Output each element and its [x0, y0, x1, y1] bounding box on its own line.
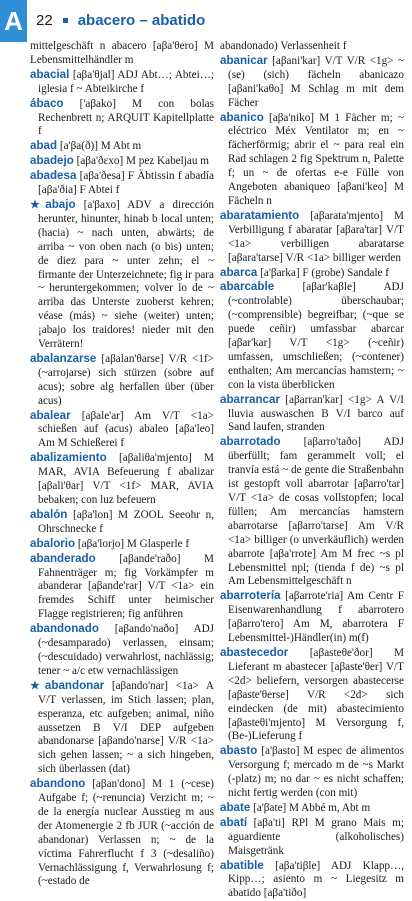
dictionary-entry — [220, 589, 404, 646]
dictionary-entry — [220, 801, 404, 816]
entry-definition: [aβa'ðɛxo] M pez Kabeljau m — [73, 155, 209, 168]
dictionary-entry — [30, 352, 214, 409]
entry-headword: abalear — [30, 408, 71, 422]
entry-definition: [aβa'lon] M ZOOL Seeohr n, Ohrschnecke f — [38, 508, 214, 535]
dictionary-entry — [30, 451, 214, 508]
entry-headword: abandonado — [30, 622, 99, 636]
dictionary-entry — [220, 209, 404, 266]
entry-headword: abad — [30, 139, 58, 153]
dictionary-entry — [30, 679, 214, 777]
entry-headword: abarrotado — [220, 435, 281, 449]
thumb-index-tab: A — [0, 0, 27, 42]
entry-definition: [aβarata'mjento] M Verbilligung f abaratar [aβara'tar] V/T <1a> verbilligen abaratarse [aβara'tarse] V/R <1a> billiger werden — [228, 209, 404, 264]
dictionary-entry — [30, 97, 214, 140]
dictionary-entry — [220, 435, 404, 589]
entry-headword: abalizamiento — [30, 451, 107, 465]
entry-definition: [aβa'θjal] ADJ Abt…; Abtei…; iglesia f ~ Abteikirche f — [38, 68, 214, 95]
entry-headword: abarca — [220, 265, 258, 279]
entry-definition: [aβa'lorjo] M Glasperle f — [75, 537, 190, 550]
entry-headword: abanicar — [220, 53, 268, 67]
dictionary-entry — [220, 816, 404, 859]
dictionary-entry — [220, 393, 404, 436]
entry-headword: abate — [220, 800, 251, 814]
star-icon: ★ — [30, 198, 46, 211]
entry-headword: abandono — [30, 777, 86, 791]
dictionary-entry — [30, 139, 214, 154]
entry-definition: [aβaliθa'mjento] M MAR, AVIA Befeuerung f abalizar [aβali'θar] V/T <1f> MAR, AVIA bebaken; con luz befeuern — [38, 452, 214, 506]
left-column — [30, 40, 215, 888]
entry-headword: abanico — [220, 110, 264, 124]
entry-headword: abatí — [220, 815, 248, 829]
entry-headword: abastecedor — [220, 645, 289, 659]
entry-definition: [a'βate] M Abbé m, Abt m — [250, 801, 371, 814]
entry-definition: [aβarran'kar] <1g> A V/I lluvia auswaschen B V/I barco auf Sand laufen, stranden — [228, 393, 404, 434]
entry-headword: abadejo — [30, 154, 74, 168]
entry-definition: [aβan'dono] M 1 (~cese) Aufgabe f; (~renuncia) Verzicht m; ~ de la energía nuclear Ausstieg m aus der Atomenergie 2 fb JUR (~acción de abandonar) Verlassen n; ~ de la víctima Fahrerflucht f 3 (~desaliño) Vernachlässigung f, Verwahrlosung f; (~estado de — [38, 778, 214, 888]
dictionary-entry — [30, 40, 214, 68]
dictionary-entry — [30, 154, 214, 169]
dictionary-entry — [30, 508, 214, 537]
page-number: 22 — [36, 11, 53, 29]
entry-headword: abatible — [220, 858, 264, 872]
entry-headword: abajo — [45, 197, 76, 211]
bullet-square-icon — [63, 18, 68, 23]
entry-definition: [aβa'niko] M 1 Fächer m; ~ eléctrico Méx Ventilator m; en ~ fächerförmig; abrir el ~ para real ein Rad schlagen 2 fig Spektrum n, Palette f; un ~ de ofertas e-e Fülle von Angeboten abaniqueo [aβani'keo] M Fächeln n — [228, 111, 404, 207]
dictionary-entry — [30, 409, 214, 452]
entry-headword: abalanzarse — [30, 351, 97, 365]
dictionary-entry — [220, 111, 404, 209]
entry-headword: abasto — [220, 744, 258, 758]
entry-headword: abalón — [30, 507, 68, 521]
entry-definition: ['aβako] M con bolas Rechenbrett n; ARQUIT Kapitellplatte f — [38, 97, 214, 138]
entry-headword: abarrancar — [220, 392, 280, 406]
entry-headword: abarrotería — [220, 589, 281, 603]
entry-definition: [aβarrote'ria] Am Centr F Eisenwarenhandlung f abarrotero [aβarro'tero] Am M, abarrotera F Lebensmittel-)Händler(in) m(f) — [228, 590, 404, 645]
entry-headword: abadesa — [30, 169, 77, 183]
entry-definition: [aβarro'taðo] ADJ überfüllt; fam gerammelt voll; el tranvía está ~ de gente die Straßenbahn ist gestopft voll abarrotar [aβarro'tar] V/T <1a> de cosas vollstopfen; local füllen; Am mercancías hamstern abarrotarse [aβarro'tarse] Am V/R <1a> billiger (o unverkäuflich) werden abarrote [aβa'rrote] Am M frec ~s pl Lebensmittel npl; (tienda f de) ~s pl Am Lebensmittelgeschäft n — [228, 436, 404, 588]
entry-definition: abandonado) Verlassenheit f — [220, 40, 347, 52]
right-column — [220, 40, 404, 900]
entry-definition: [aβa'ðesa] F Äbtissin f abadía [aβa'ðia] F Abtei f — [38, 170, 214, 197]
entry-definition: [aβando'naðo] ADJ (~desamparado) verlassen, einsam; (~descuidado) verwahrlost, nachlässig; tener ~ a/c etw vernachlässigen — [38, 623, 214, 677]
dictionary-entry — [30, 198, 214, 352]
entry-definition: [aβando'nar] <1a> A V/T verlassen, im Stich lassen; plan, esperanza, etc aufgeben; animal, niño aussetzen B V/I DEP aufgeben abandonarse [aβando'narse] V/R <1a> sich gehen lassen; ~ a sich hingeben, sich überlassen (dat) — [38, 679, 215, 776]
dictionary-entry — [30, 777, 214, 889]
entry-definition: mittelgeschäft n abacero [aβa'θero] M Lebensmittelhändler m — [30, 40, 214, 66]
dictionary-entry — [220, 744, 404, 801]
dictionary-entry — [30, 537, 214, 552]
dictionary-entry — [220, 646, 404, 744]
entry-definition: [aβa'tiβle] ADJ Klapp…, Kipp…; asiento m ~ Liegesitz m abatido [aβa'tiðo] — [228, 859, 404, 900]
page-header — [36, 8, 404, 32]
entry-definition: [aβar'kaβle] ADJ (~controlable) überschaubar; (~comprensible) begreifbar; (~que se puede ceñir) umfassbar abarcar [aβar'kar] V/T <1g> (~ceñir) umfassen, umschließen; (~contener) enthalten; Am mercancías hamstern; ~ con la vista überblicken — [228, 281, 404, 391]
entry-headword: abanderado — [30, 551, 96, 565]
entry-headword: abalorio — [30, 536, 76, 550]
entry-definition: [a'βa(ð)] M Abt m — [57, 140, 142, 153]
dictionary-entry — [30, 622, 214, 679]
entry-definition: [aβale'ar] Am V/T <1a> schießen auf (acus) abaleo [aβa'leo] Am M Schießerei f — [38, 409, 214, 450]
dictionary-entry — [30, 552, 214, 623]
guide-words: abacero – abatido — [77, 11, 206, 29]
entry-headword: abaratamiento — [220, 208, 300, 222]
entry-definition: [aβalan'θarse] V/R <1f> (~arrojarse) sich stürzen (sobre auf acus); sobre alg herfallen über (über acus) — [38, 352, 214, 407]
entry-headword: abacial — [30, 67, 70, 81]
entry-definition: [aβasteθe'ðor] M Lieferant m abastecer [aβaste'θer] V/T <2d> beliefern, versorgen abastecerse [aβaste'θerse] V/R <2d> sich eindecken (de mit) abastecimiento [aβasteθi'mjento] M Versorgung f, (Be-)Lieferung f — [228, 646, 404, 743]
entry-headword: ábaco — [30, 96, 64, 110]
dictionary-entry — [220, 859, 404, 901]
dictionary-entry — [30, 68, 214, 97]
entry-definition: [a'βasto] M espec de alimentos Versorgung f; mercado m de ~s Markt (-platz) m; no dar ~ es nicht schaffen; nicht fertig werden (con mit) — [228, 745, 404, 800]
entry-definition: [a'βarka] F (grobe) Sandale f — [257, 266, 390, 279]
entry-headword: abandonar — [44, 678, 105, 692]
entry-definition: [aβa'ti] RPl M grano Mais m; aguardiente (alkoholisches) Maisgetränk — [228, 816, 404, 857]
entry-definition: [aβani'kar] V/T V/R <1g> ~(se) (sich) fächeln abanicazo [aβani'kaθo] M Schlag m mit dem Fächer — [228, 54, 404, 109]
dictionary-entry — [220, 266, 404, 281]
dictionary-entry — [220, 280, 404, 392]
entry-definition: [aβande'raðo] M Fahnenträger m; fig Vorkämpfer m abanderar [aβande'rar] V/T <1a> ein fremdes Schiff unter heimischer Flagge registrieren; fig anführen — [38, 552, 214, 621]
entry-definition: [a'βaxo] ADV a dirección herunter, hinunter, hinab b local unten; (hacia) ~ nach unten, abwärts; de arriba ~ von oben nach (o bis) unten; de diez para ~ unter zehn; el ~ firmante der Unterzeichnete; fig ir para ~ heruntergekommen; volver lo de ~ arriba das Unterste zuoberst kehren; véase (más) ~ siehe (weiter) unten; ¡abajo los traidores! nieder mit den Verrätern! — [38, 198, 215, 351]
dictionary-entry — [30, 169, 214, 198]
dictionary-entry — [220, 40, 404, 54]
star-icon: ★ — [30, 679, 45, 692]
entry-headword: abarcable — [220, 280, 275, 294]
dictionary-entry — [220, 54, 404, 111]
